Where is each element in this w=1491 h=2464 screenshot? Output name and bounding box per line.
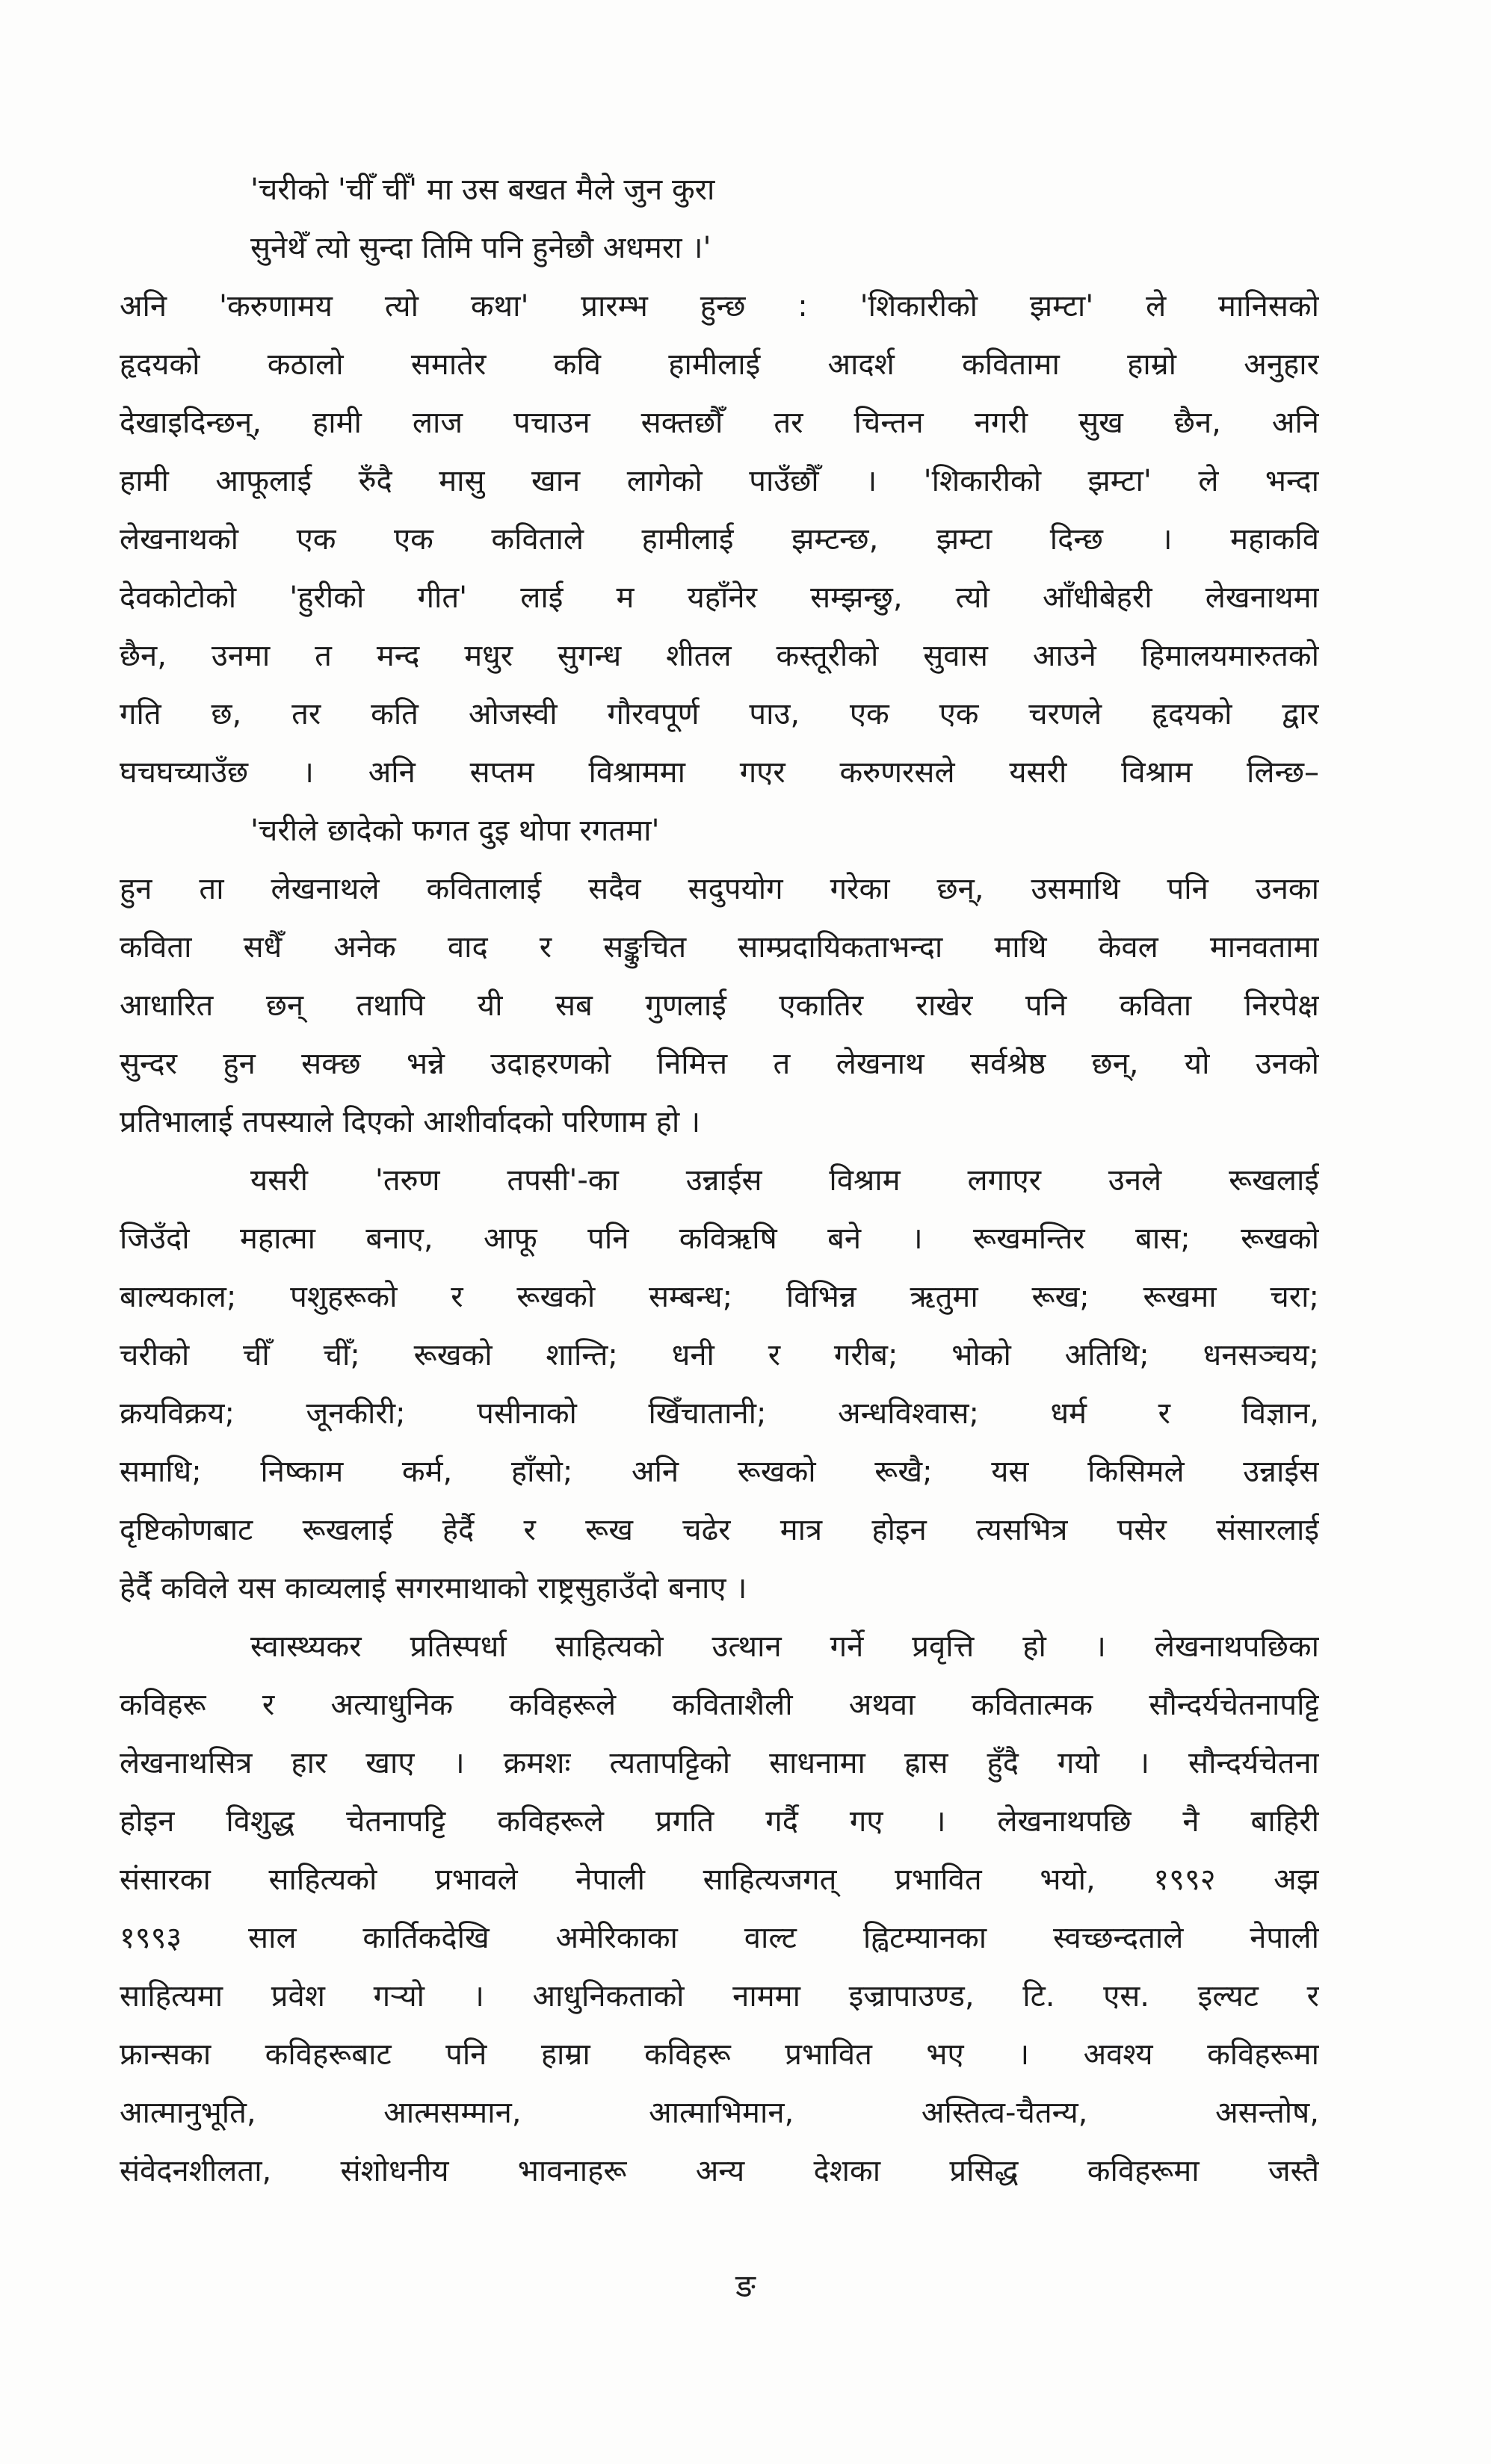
- text-line: घचघच्याउँछ । अनि सप्तम विश्राममा गएर करुणरसले यसरी विश्राम लिन्छ–: [120, 755, 1319, 790]
- text-line: साहित्यमा प्रवेश गऱ्यो । आधुनिकताको नाममा इज्रापाउण्ड, टि. एस. इल्यट र: [120, 1979, 1319, 2013]
- text-line: लेखनाथको एक एक कविताले हामीलाई झम्टन्छ, झम्टा दिन्छ । महाकवि: [120, 522, 1319, 557]
- paragraph-3: [120, 1151, 1319, 1618]
- paragraph-1: [120, 277, 1319, 802]
- text-line: हेर्दै कविले यस काव्यलाई सगरमाथाको राष्ट्रसुहाउँदो बनाए ।: [120, 1571, 747, 1606]
- verse-line: 'चरीले छादेको फगत दुइ थोपा रगतमा': [250, 814, 660, 848]
- verse-line: 'चरीको 'चीँ चीँ' मा उस बखत मैले जुन कुरा: [250, 173, 715, 207]
- text-line: हामी आफूलाई रुँदै मासु खान लागेको पाउँछौँ । 'शिकारीको झम्टा' ले भन्दा: [120, 464, 1319, 498]
- verse-line: सुनेथेँ त्यो सुन्दा तिमि पनि हुनेछौ अधमरा ।': [250, 231, 711, 265]
- text-line: हृदयको कठालो समातेर कवि हामीलाई आदर्श कवितामा हाम्रो अनुहार: [120, 347, 1319, 382]
- text-line: आत्मानुभूति, आत्मसम्मान, आत्माभिमान, अस्तित्व-चैतन्य, असन्तोष,: [120, 2096, 1319, 2130]
- text-line: संवेदनशीलता, संशोधनीय भावनाहरू अन्य देशका प्रसिद्ध कविहरूमा जस्तै: [120, 2154, 1319, 2188]
- text-line: कविहरू र अत्याधुनिक कविहरूले कविताशैली अथवा कवितात्मक सौन्दर्यचेतनापट्टि: [120, 1688, 1319, 1722]
- text-line: देवकोटोको 'हुरीको गीत' लाई म यहाँनेर सम्झन्छु, त्यो आँधीबेहरी लेखनाथमा: [120, 581, 1319, 615]
- text-line: संसारका साहित्यको प्रभावले नेपाली साहित्यजगत् प्रभावित भयो, १९९२ अझ: [120, 1863, 1319, 1897]
- text-line: चरीको चीँ चीँ; रूखको शान्ति; धनी र गरीब; भोको अतिथि; धनसञ्चय;: [120, 1338, 1319, 1372]
- text-line: होइन विशुद्ध चेतनापट्टि कविहरूले प्रगति गर्दै गए । लेखनाथपछि नै बाहिरी: [120, 1804, 1319, 1839]
- text-line: प्रतिभालाई तपस्याले दिएको आशीर्वादको परिणाम हो ।: [120, 1105, 701, 1139]
- text-line: गति छ, तर कति ओजस्वी गौरवपूर्ण पाउ, एक एक चरणले हृदयको द्वार: [120, 697, 1319, 731]
- paragraph-4: [120, 1618, 1319, 2200]
- text-line: जिउँदो महात्मा बनाए, आफू पनि कविऋषि बने । रूखमन्तिर बास; रूखको: [120, 1222, 1319, 1256]
- text-line: क्रयविक्रय; जूनकीरी; पसीनाको खिँचातानी; अन्धविश्वास; धर्म र विज्ञान,: [120, 1396, 1319, 1431]
- paragraph-2: [120, 860, 1319, 1151]
- text-line: देखाइदिन्छन्, हामी लाज पचाउन सक्तछौँ तर चिन्तन नगरी सुख छैन, अनि: [120, 406, 1319, 440]
- verse-quote-1: [120, 161, 1319, 277]
- page-number: ङ: [735, 2268, 756, 2304]
- body-text: [120, 161, 1319, 2200]
- text-line: फ्रान्सका कविहरूबाट पनि हाम्रा कविहरू प्रभावित भए । अवश्य कविहरूमा: [120, 2037, 1319, 2072]
- text-line: १९९३ साल कार्तिकदेखि अमेरिकाका वाल्ट ह्विटम्यानका स्वच्छन्दताले नेपाली: [120, 1921, 1319, 1955]
- text-line: छैन, उनमा त मन्द मधुर सुगन्ध शीतल कस्तूरीको सुवास आउने हिमालयमारुतको: [120, 639, 1319, 673]
- text-line: आधारित छन् तथापि यी सब गुणलाई एकातिर राखेर पनि कविता निरपेक्ष: [120, 988, 1319, 1023]
- text-line: लेखनाथसित्र हार खाए । क्रमशः त्यतापट्टिको साधनामा ह्रास हुँदै गयो । सौन्दर्यचेतना: [120, 1746, 1319, 1780]
- text-line: स्वास्थ्यकर प्रतिस्पर्धा साहित्यको उत्थान गर्ने प्रवृत्ति हो । लेखनाथपछिका: [250, 1629, 1319, 1664]
- text-line: अनि 'करुणामय त्यो कथा' प्रारम्भ हुन्छ : 'शिकारीको झम्टा' ले मानिसको: [120, 289, 1319, 324]
- text-line: हुन ता लेखनाथले कवितालाई सदैव सदुपयोग गरेका छन्, उसमाथि पनि उनका: [120, 872, 1319, 906]
- text-line: समाधि; निष्काम कर्म, हाँसो; अनि रूखको रूखै; यस किसिमले उन्नाईस: [120, 1455, 1319, 1489]
- text-line: कविता सधैँ अनेक वाद र सङ्कुचित साम्प्रदायिकताभन्दा माथि केवल मानवतामा: [120, 930, 1319, 965]
- text-line: यसरी 'तरुण तपसी'-का उन्नाईस विश्राम लगाएर उनले रूखलाई: [250, 1163, 1319, 1198]
- text-line: दृष्टिकोणबाट रूखलाई हेर्दै र रूख चढेर मात्र होइन त्यसभित्र पसेर संसारलाई: [120, 1513, 1319, 1547]
- text-line: बाल्यकाल; पशुहरूको र रूखको सम्बन्ध; विभिन्न ऋतुमा रूख; रूखमा चरा;: [120, 1280, 1319, 1314]
- text-line: सुन्दर हुन सक्छ भन्ने उदाहरणको निमित्त त लेखनाथ सर्वश्रेष्ठ छन्, यो उनको: [120, 1047, 1319, 1081]
- verse-quote-2: [120, 802, 1319, 860]
